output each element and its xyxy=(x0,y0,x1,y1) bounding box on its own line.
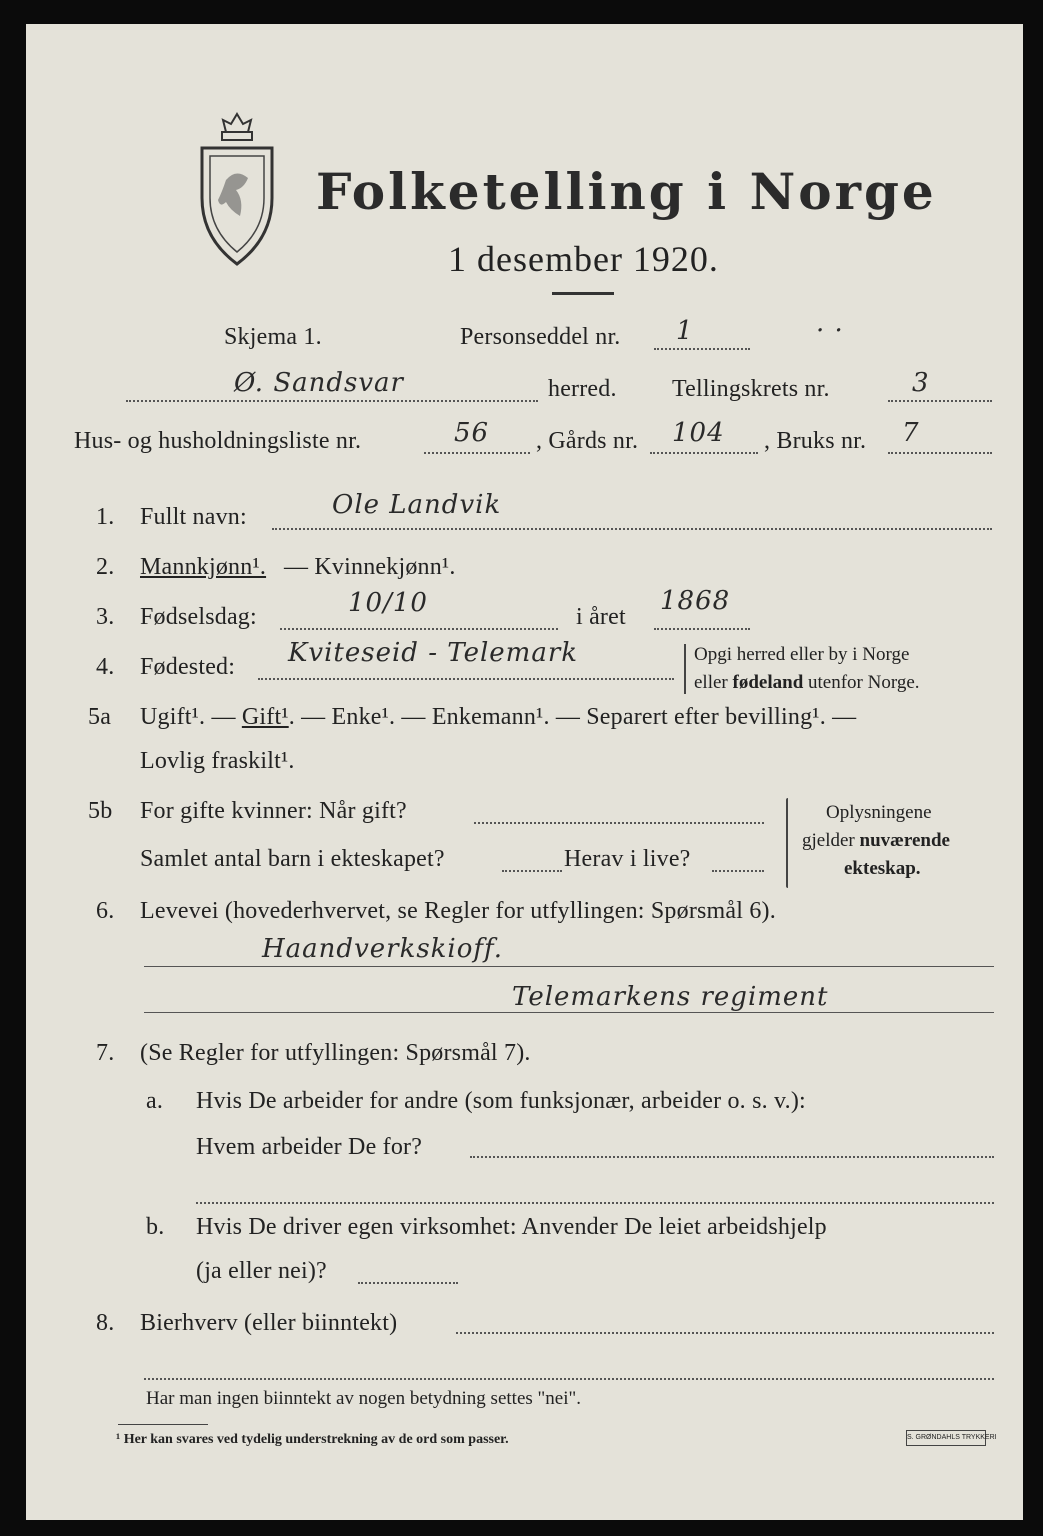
gards-line xyxy=(650,452,758,454)
q5b-barn-label: Samlet antal barn i ekteskapet? xyxy=(140,846,445,872)
q3-label: Fødselsdag: xyxy=(140,604,257,630)
q7a-line1 xyxy=(470,1156,994,1158)
q5a-gift: Gift¹ xyxy=(241,704,289,730)
q4-note-line1: Opgi herred eller by i Norge xyxy=(694,644,910,665)
q6-value-line2: Telemarkens regiment xyxy=(512,982,829,1012)
census-form xyxy=(26,24,1023,1520)
husholdningsliste-label: Hus- og husholdningsliste nr. xyxy=(74,428,362,454)
q5b-live-line xyxy=(712,870,764,872)
q7a-hvem: Hvem arbeider De for? xyxy=(196,1134,423,1160)
bruks-line xyxy=(888,452,992,454)
q3-year-value: 1868 xyxy=(660,586,731,616)
q7b-letter: b. xyxy=(146,1214,165,1240)
q3-number: 3. xyxy=(96,604,115,630)
q8-note: Har man ingen biinntekt av nogen betydning settes "nei". xyxy=(146,1388,581,1409)
q7a-line2 xyxy=(196,1202,994,1204)
q3-line xyxy=(280,628,558,630)
q4-value: Kviteseid - Telemark xyxy=(288,638,579,668)
tellingskrets-label: Tellingskrets nr. xyxy=(672,376,830,402)
q3-year-label: i året xyxy=(576,604,626,630)
personseddel-line xyxy=(654,348,750,350)
q5b-brace xyxy=(786,798,788,888)
q1-label: Fullt navn: xyxy=(140,504,247,530)
q4-number: 4. xyxy=(96,654,115,680)
bruks-value: 7 xyxy=(902,418,920,448)
q7b-text: Hvis De driver egen virksomhet: Anvender De leiet arbeidshjelp xyxy=(196,1214,827,1240)
q7a-text: Hvis De arbeider for andre (som funksjonær, arbeider o. s. v.): xyxy=(196,1088,806,1114)
q5b-number: 5b xyxy=(88,798,113,824)
q7b-ja: (ja eller nei)? xyxy=(196,1258,327,1284)
printer-stamp xyxy=(906,1430,997,1446)
herred-value: Ø. Sandsvar xyxy=(234,368,404,398)
q2-female-option: — Kvinnekjønn¹. xyxy=(284,554,456,580)
schema-label: Skjema 1. xyxy=(224,324,322,350)
q8-number: 8. xyxy=(96,1310,115,1336)
q2-male-option: Mannkjønn¹. xyxy=(140,554,267,580)
q6-label: Levevei (hovederhvervet, se Regler for utfyllingen: Spørsmål 6). xyxy=(140,898,776,924)
stray-marks: · · xyxy=(816,316,844,346)
q7a-letter: a. xyxy=(146,1088,164,1114)
q6-value-line1: Haandverkskioff. xyxy=(262,934,503,964)
q5a-ugift: Ugift¹. — xyxy=(140,704,242,730)
q1-line xyxy=(272,528,992,530)
herred-line xyxy=(126,400,538,402)
form-date: 1 desember 1920. xyxy=(448,239,719,279)
q5b-label: For gifte kvinner: Når gift? xyxy=(140,798,407,824)
q5b-barn-line xyxy=(502,870,562,872)
footnote-rule xyxy=(118,1424,208,1425)
form-title: Folketelling i Norge xyxy=(316,162,937,221)
tellingskrets-value: 3 xyxy=(912,368,930,398)
q5b-note-line2-a: gjelder xyxy=(802,830,860,851)
q1-number: 1. xyxy=(96,504,115,530)
q4-label: Fødested: xyxy=(140,654,236,680)
q6-line1 xyxy=(144,966,994,967)
q8-line1 xyxy=(456,1332,994,1334)
q3-value: 10/10 xyxy=(348,588,428,618)
tellingskrets-line xyxy=(888,400,992,402)
q6-number: 6. xyxy=(96,898,115,924)
personseddel-label: Personseddel nr. xyxy=(460,324,621,350)
q3-year-line xyxy=(654,628,750,630)
gards-value: 104 xyxy=(672,418,725,448)
q7b-line xyxy=(358,1282,458,1284)
q4-note-line2 xyxy=(694,672,920,694)
q5b-note-line2-b: nuværende xyxy=(859,830,950,851)
q5b-note-line1: Oplysningene xyxy=(826,802,932,823)
gards-label: , Gårds nr. xyxy=(536,428,639,454)
footnote: ¹ Her kan svares ved tydelig understrekning av de ord som passer. xyxy=(116,1432,509,1447)
bruks-label: , Bruks nr. xyxy=(764,428,867,454)
q4-brace xyxy=(684,644,686,694)
q6-line2 xyxy=(144,1012,994,1013)
printer-stamp-text: S. GRØNDAHLS TRYKKERI xyxy=(907,1434,997,1441)
q5a-options xyxy=(140,704,856,731)
q4-note-line2-a: eller xyxy=(694,672,733,693)
husholdningsliste-line xyxy=(424,452,530,454)
husholdningsliste-value: 56 xyxy=(454,418,490,448)
q7-label: (Se Regler for utfyllingen: Spørsmål 7). xyxy=(140,1040,531,1066)
q5a-number: 5a xyxy=(88,704,112,730)
q4-note-line2-c: utenfor Norge. xyxy=(803,672,920,693)
q8-label: Bierhverv (eller biinntekt) xyxy=(140,1310,398,1336)
q5b-live-label: Herav i live? xyxy=(564,846,691,872)
q7-number: 7. xyxy=(96,1040,115,1066)
q8-line2 xyxy=(144,1378,994,1380)
coat-of-arms-icon xyxy=(192,110,282,270)
q4-note-line2-b: fødeland xyxy=(732,672,804,693)
q5a-rest: . — Enke¹. — Enkemann¹. — Separert efter bevilling¹. — xyxy=(288,704,857,730)
q5b-note-line2 xyxy=(802,830,950,852)
q4-line xyxy=(258,678,674,680)
title-rule xyxy=(552,292,614,295)
personseddel-value: 1 xyxy=(676,316,694,346)
q5b-line xyxy=(474,822,764,824)
q5a-lovlig: Lovlig fraskilt¹. xyxy=(140,748,295,774)
q2-number: 2. xyxy=(96,554,115,580)
herred-label: herred. xyxy=(548,376,617,402)
q5b-note-line3: ekteskap. xyxy=(844,858,921,879)
q1-value: Ole Landvik xyxy=(332,490,502,520)
